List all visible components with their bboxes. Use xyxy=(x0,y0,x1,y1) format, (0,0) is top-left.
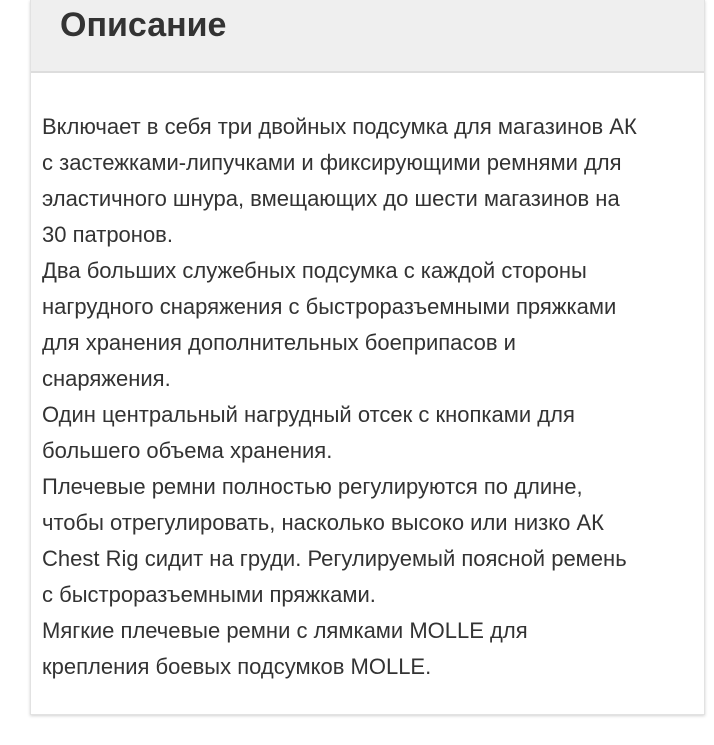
description-line: крепления боевых подсумков MOLLE. xyxy=(42,654,432,679)
description-line: эластичного шнура, вмещающих до шести магазинов на xyxy=(42,186,620,211)
description-line: снаряжения. xyxy=(42,366,171,391)
description-panel xyxy=(30,0,705,715)
description-line: Мягкие плечевые ремни с лямками MOLLE для xyxy=(42,618,528,643)
description-line: Плечевые ремни полностью регулируются по длине, xyxy=(42,474,583,499)
description-line: Два больших служебных подсумка с каждой стороны xyxy=(42,258,587,283)
description-line: Chest Rig сидит на груди. Регулируемый поясной ремень xyxy=(42,546,627,571)
description-line: для хранения дополнительных боеприпасов и xyxy=(42,330,516,355)
description-line: большего объема хранения. xyxy=(42,438,333,463)
description-line: с быстроразъемными пряжками. xyxy=(42,582,376,607)
description-line: с застежками-липучками и фиксирующими ремнями для xyxy=(42,150,622,175)
description-line: Включает в себя три двойных подсумка для магазинов АК xyxy=(42,114,637,139)
description-line: Один центральный нагрудный отсек с кнопками для xyxy=(42,402,575,427)
description-line: нагрудного снаряжения с быстроразъемными пряжками xyxy=(42,294,617,319)
description-header xyxy=(31,0,704,73)
description-line: чтобы отрегулировать, насколько высоко или низко АК xyxy=(42,510,604,535)
description-body xyxy=(31,73,704,685)
description-title: Описание xyxy=(60,6,227,44)
description-line: 30 патронов. xyxy=(42,222,173,247)
